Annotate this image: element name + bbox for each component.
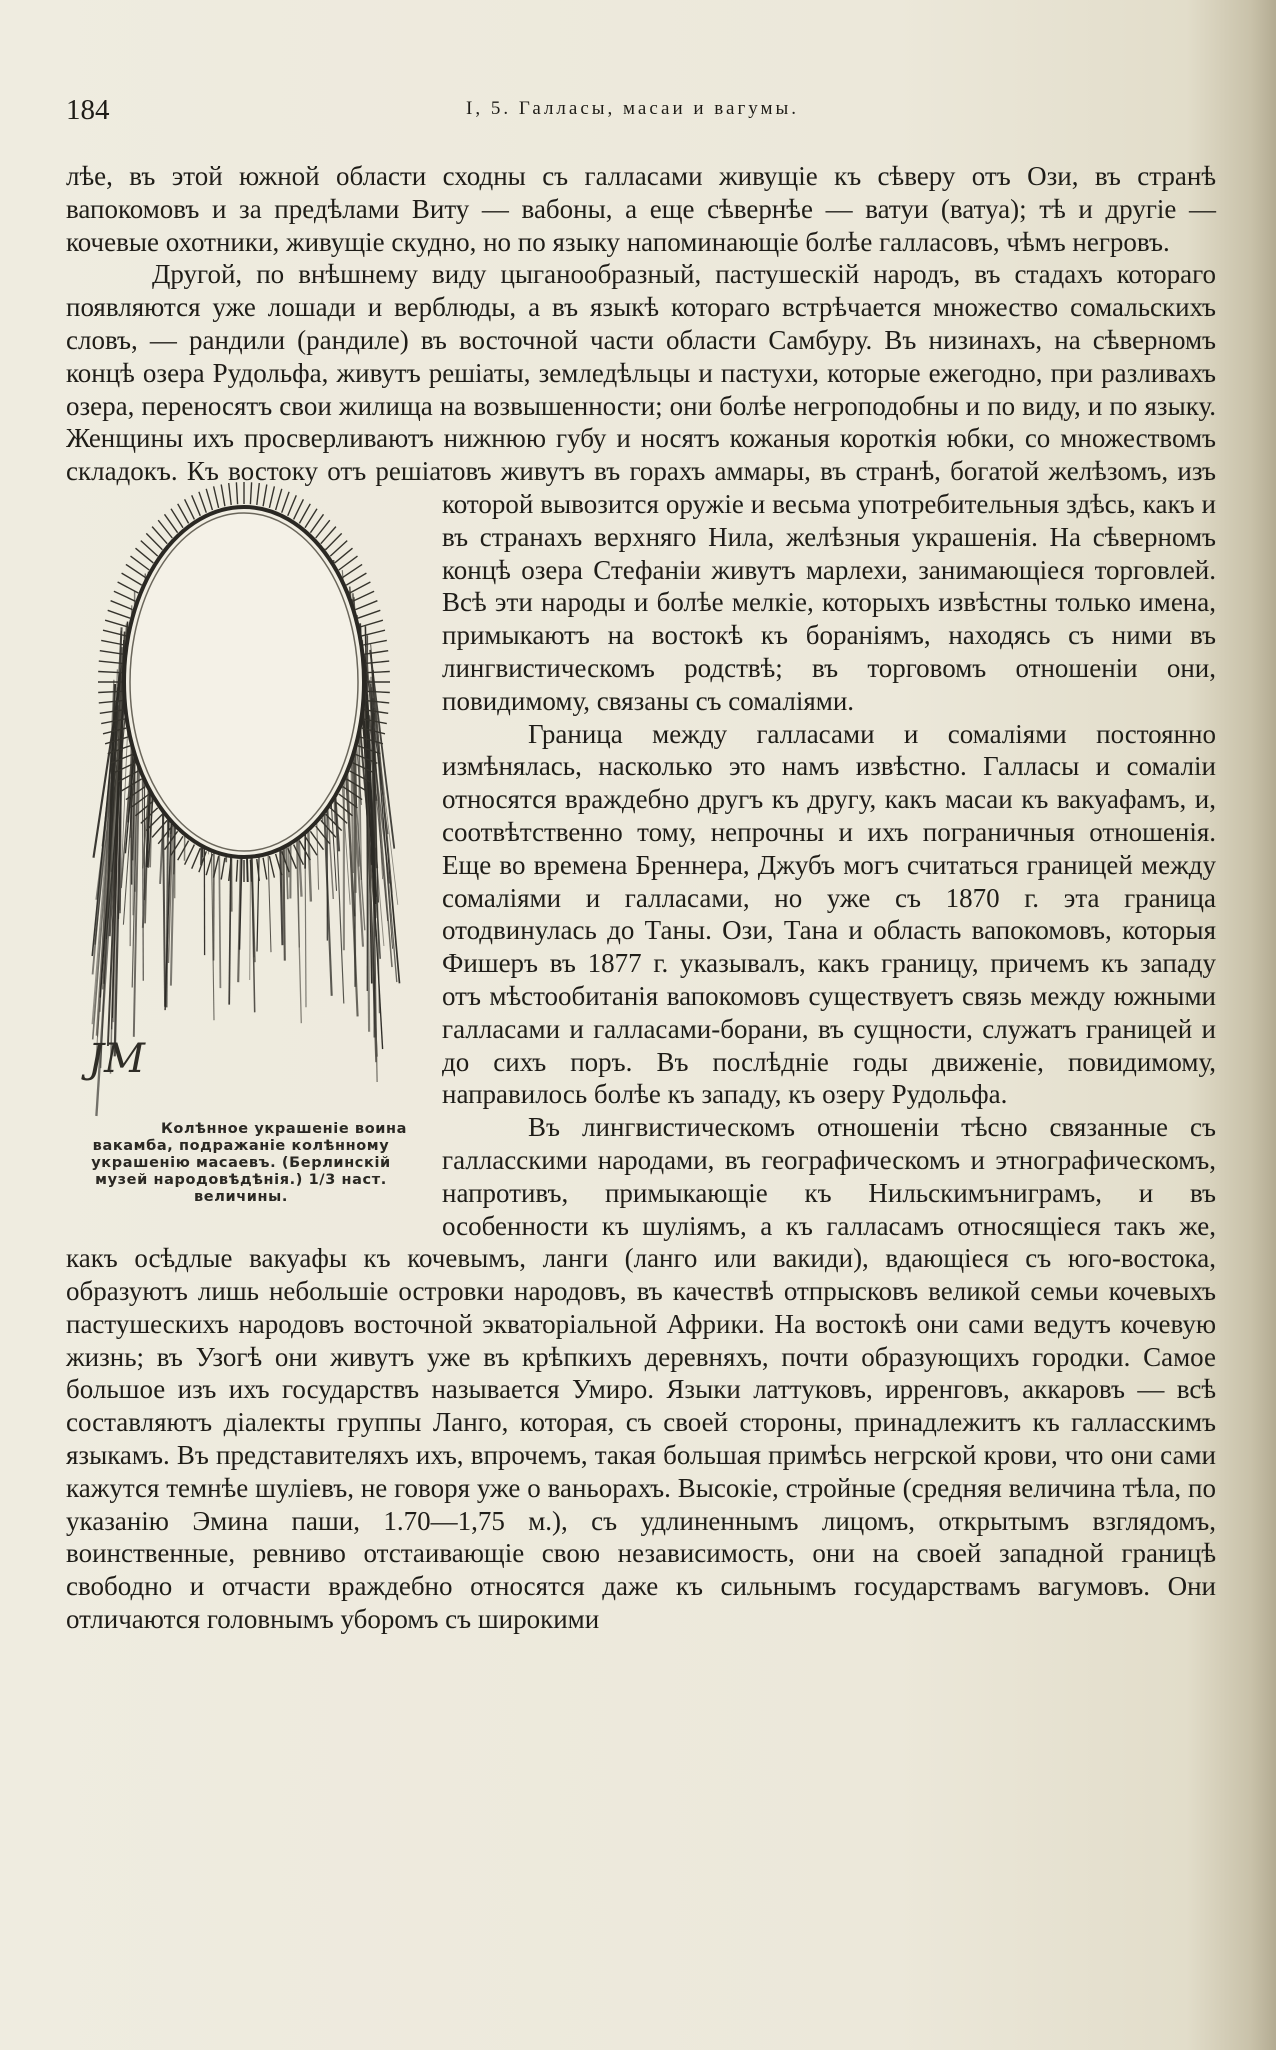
figure-knee-ornament: [66, 477, 416, 1230]
paragraph-2-text: Къ востоку отъ решіатовъ живутъ въ горахъ аммары, въ странѣ, богатой желѣзомъ, изъ которой вывозится оружіе и весьма употребительныя здѣсь, какъ и въ странахъ верхняго Нила, желѣзныя украшенія. На сѣверномъ концѣ озера Стефаніи живутъ марлехи, занимающіеся торговлей. Всѣ эти народы и болѣе мелкіе, которыхъ извѣстны только имена, примыкаютъ на востокѣ къ бораніямъ, находясь съ ними въ лингвистическомъ родствѣ; въ торговомъ отношеніи они, повидимому, связаны съ сомаліями.: [186, 456, 1216, 716]
running-head: [66, 94, 1216, 130]
paragraph-4: Въ лингвистическомъ отношеніи тѣсно связанные съ галласскими народами, въ географическомъ и этнографическомъ, напротивъ, примыкающіе къ Нильскимъниграмъ, и въ особенности къ шуліямъ, а къ галласамъ относящіеся такъ же, какъ осѣдлые вакуафы къ кочевымъ, ланги (ланго или вакиди), вдающіеся съ юго-востока, образуютъ лишь небольшіе островки народовъ, въ качествѣ отпрысковъ великой семьи кочевыхъ пастушескихъ народовъ восточной экваторіальной Африки. На востокѣ они сами ведутъ кочевую жизнь; въ Узогѣ они живутъ уже въ крѣпкихъ деревняхъ, почти образующихъ городки. Самое большое изъ ихъ государствъ называется Умиро. Языки латтуковъ, ирренговъ, аккаровъ — всѣ составляютъ діалекты группы Ланго, которая, съ своей стороны, принадлежитъ къ галласскимъ языкамъ. Въ представителяхъ ихъ, впрочемъ, такая большая примѣсь негрской крови, что они сами кажутся темнѣе шуліевъ, не говоря уже о ваньорахъ. Высокіе, стройные (средняя величина тѣла, по указанію Эмина паши, 1.70—1,75 м.), съ удлиненнымъ лицомъ, открытымъ взглядомъ, воинственные, ревниво отстаивающіе свою независимость, они на своей западной границѣ свободно и отчасти враждебно относятся даже къ сильнымъ государствамъ вагумовъ. Они отличаются головнымъ уборомъ съ широкими: [66, 1112, 1216, 1635]
running-title: I, 5. Галласы, масаи и вагумы.: [466, 98, 800, 119]
paragraph-1: лѣе, въ этой южной области сходны съ галласами живущіе къ сѣверу отъ Ози, въ странѣ вапокомовъ и за предѣлами Виту — вабоны, а еще сѣвернѣе — ватуи (ватуа); тѣ и другіе — кочевые охотники, живущіе скудно, но по языку напоминающіе болѣе галласовъ, чѣмъ негровъ.: [66, 161, 1216, 257]
hair-ornament-illustration: [66, 477, 416, 1117]
figure-caption: Колѣнное украшеніе воина вакамба, подражаніе колѣнному украшенію масаевъ. (Берлинскій музей народовѣдѣнія.) 1/3 наст. величины.: [91, 1121, 408, 1206]
artist-monogram: JM: [88, 1036, 145, 1083]
paragraph-2-text-before-figure: Другой, по внѣшнему виду цыганообразный, пастушескій народъ, въ стадахъ котораго появляются уже лошади и верблюды, а въ языкѣ котораго встрѣчается множество сомальскихъ словъ, — рандили (рандиле) въ восточной части области Самбуру. Въ низинахъ, на сѣверномъ концѣ озера Рудольфа, живутъ решіаты, земледѣльцы и пастухи, которые ежегодно, при разливахъ озера, переносятъ свои жилища на возвышенности; они болѣе негроподобны и по виду, и по языку. Женщины ихъ просверливаютъ нижнюю губу и носятъ кожаныя короткія юбки, со множествомъ складокъ.: [66, 259, 1216, 487]
paragraph-3: Граница между галласами и сомаліями постоянно измѣнялась, насколько это намъ извѣстно. Галласы и сомаліи относятся враждебно другъ къ другу, какъ масаи къ вакуафамъ, и, соотвѣтственно тому, непрочны и ихъ пограничныя отношенія. Еще во времена Бреннера, Джубъ могъ считаться границей между сомаліями и галласами, но уже съ 1870 г. эта граница отодвинулась до Таны. Ози, Тана и область вапокомовъ, которыя Фишеръ въ 1877 г. указывалъ, какъ границу, причемъ къ западу отъ мѣстообитанія вапокомовъ существуетъ связь между южными галласами и галласами-борани, въ сущности, служатъ границей и до сихъ поръ. Въ послѣдніе годы движеніе, повидимому, направилось болѣе къ западу, къ озеру Рудольфа.: [442, 718, 1216, 1110]
page-number: 184: [66, 94, 110, 126]
body-text: [66, 160, 1216, 1636]
